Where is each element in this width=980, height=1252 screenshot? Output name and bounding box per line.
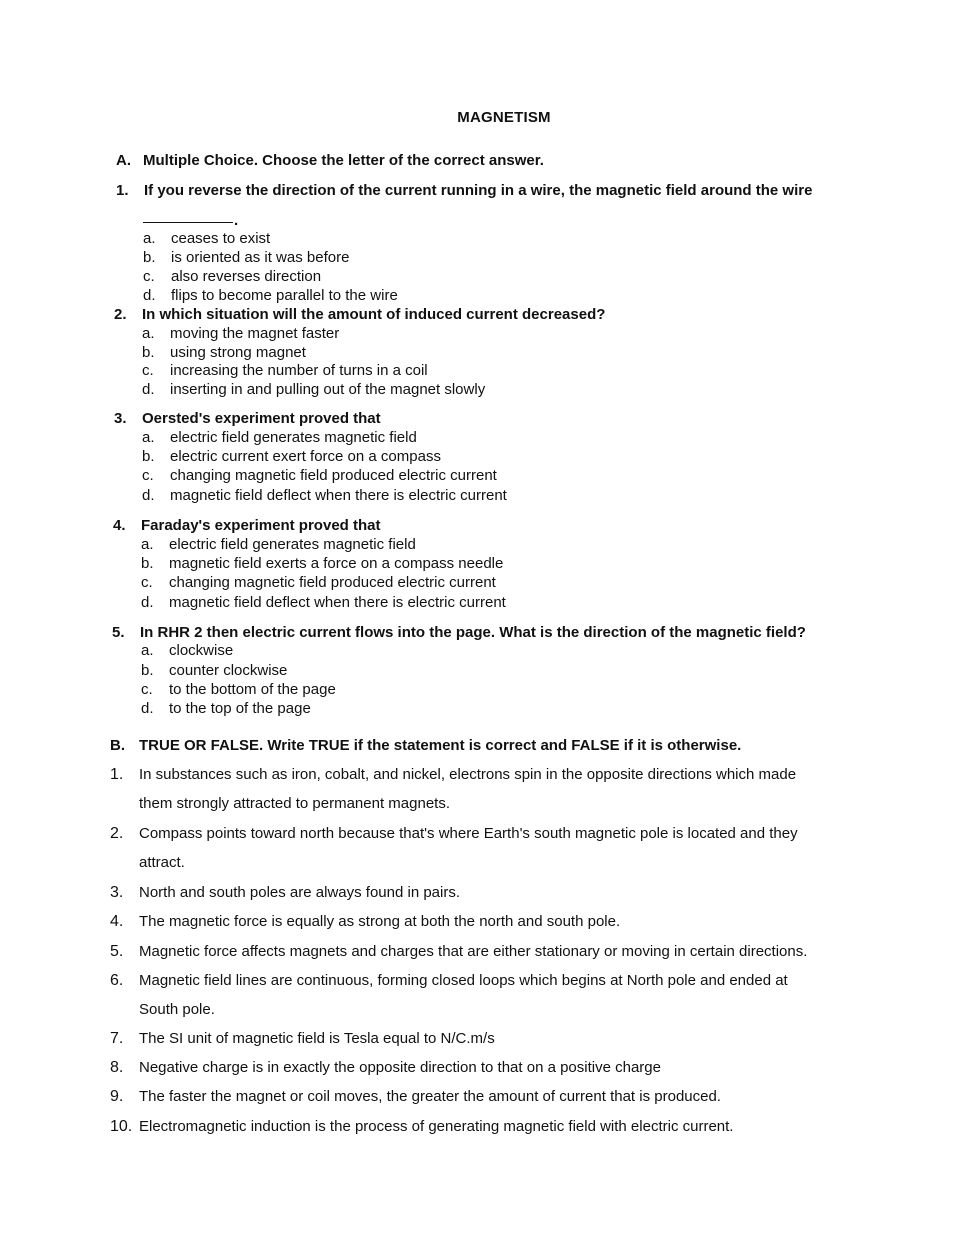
option-letter: c. bbox=[141, 681, 153, 698]
option-a bbox=[142, 429, 417, 446]
option-text: counter clockwise bbox=[169, 662, 288, 679]
tf-item-8 bbox=[110, 1059, 661, 1077]
option-c bbox=[142, 467, 497, 484]
option-letter: d. bbox=[142, 381, 155, 398]
option-d bbox=[142, 381, 485, 398]
tf-item-number: 6. bbox=[110, 972, 124, 989]
tf-item-text: Electromagnetic induction is the process of generating magnetic field with electric current. bbox=[139, 1118, 734, 1135]
option-d bbox=[143, 287, 398, 304]
option-text: flips to become parallel to the wire bbox=[171, 287, 398, 304]
section-b-letter: B. bbox=[110, 737, 125, 754]
option-text: ceases to exist bbox=[171, 230, 271, 247]
option-letter: c. bbox=[142, 362, 154, 379]
option-c bbox=[142, 362, 428, 379]
option-c bbox=[141, 681, 336, 698]
tf-item-text-continued: South pole. bbox=[139, 1001, 215, 1018]
tf-item-text: The SI unit of magnetic field is Tesla equal to N/C.m/s bbox=[139, 1030, 495, 1047]
option-b bbox=[141, 662, 287, 679]
tf-item-number: 5. bbox=[110, 943, 124, 960]
tf-item-number: 8. bbox=[110, 1059, 124, 1076]
tf-item-10 bbox=[110, 1118, 733, 1136]
option-d bbox=[141, 594, 506, 611]
option-letter: c. bbox=[142, 467, 154, 484]
tf-item-text-continued: attract. bbox=[139, 854, 185, 871]
option-text: electric field generates magnetic field bbox=[169, 536, 416, 553]
question-number: 2. bbox=[114, 306, 127, 323]
option-text: electric current exert force on a compass bbox=[170, 448, 441, 465]
option-c bbox=[141, 574, 496, 591]
tf-item-text: Compass points toward north because that's where Earth's south magnetic pole is located and they bbox=[139, 825, 798, 842]
tf-item-number: 10. bbox=[110, 1118, 133, 1135]
option-letter: b. bbox=[141, 555, 154, 572]
option-b bbox=[142, 344, 306, 361]
option-text: is oriented as it was before bbox=[171, 249, 350, 266]
tf-item-2 bbox=[110, 825, 798, 871]
section-a-instructions: Multiple Choice. Choose the letter of the correct answer. bbox=[143, 152, 544, 169]
option-a bbox=[141, 536, 416, 553]
question-text: In RHR 2 then electric current flows into the page. What is the direction of the magnetic field? bbox=[140, 624, 806, 641]
tf-item-text: North and south poles are always found in pairs. bbox=[139, 884, 461, 901]
option-d bbox=[142, 487, 507, 504]
option-a bbox=[142, 325, 339, 342]
option-text: clockwise bbox=[169, 642, 234, 659]
question-text: If you reverse the direction of the current running in a wire, the magnetic field around the wire bbox=[144, 182, 813, 199]
tf-item-number: 7. bbox=[110, 1030, 124, 1047]
option-letter: a. bbox=[141, 536, 154, 553]
tf-item-text: Magnetic field lines are continuous, forming closed loops which begins at North pole and ended at bbox=[139, 972, 788, 989]
option-letter: d. bbox=[142, 487, 155, 504]
option-text: using strong magnet bbox=[170, 344, 306, 361]
option-letter: b. bbox=[141, 662, 154, 679]
option-letter: a. bbox=[142, 325, 155, 342]
section-b-instructions: TRUE OR FALSE. Write TRUE if the statement is correct and FALSE if it is otherwise. bbox=[139, 737, 742, 754]
question-text: Faraday's experiment proved that bbox=[141, 517, 381, 534]
tf-item-1 bbox=[110, 766, 797, 812]
question-number: 5. bbox=[112, 624, 125, 641]
option-text: magnetic field deflect when there is electric current bbox=[170, 487, 507, 504]
option-text: increasing the number of turns in a coil bbox=[170, 362, 428, 379]
question-text: Oersted's experiment proved that bbox=[142, 410, 381, 427]
option-d bbox=[141, 700, 311, 717]
option-a bbox=[141, 642, 233, 659]
tf-item-text: The faster the magnet or coil moves, the greater the amount of current that is produced. bbox=[139, 1088, 721, 1105]
option-text: moving the magnet faster bbox=[170, 325, 340, 342]
question-4 bbox=[113, 517, 380, 534]
answer-blank bbox=[143, 210, 233, 223]
tf-item-4 bbox=[110, 913, 620, 931]
tf-item-text: Negative charge is in exactly the opposite direction to that on a positive charge bbox=[139, 1059, 661, 1076]
tf-item-number: 1. bbox=[110, 766, 124, 783]
option-letter: a. bbox=[141, 642, 154, 659]
option-letter: d. bbox=[141, 700, 154, 717]
tf-item-text: In substances such as iron, cobalt, and nickel, electrons spin in the opposite directions which made bbox=[139, 766, 797, 783]
option-letter: c. bbox=[141, 574, 153, 591]
option-text: to the top of the page bbox=[169, 700, 311, 717]
section-a-letter: A. bbox=[116, 152, 131, 169]
section-b-heading bbox=[110, 737, 741, 754]
option-b bbox=[142, 448, 441, 465]
option-letter: d. bbox=[141, 594, 154, 611]
option-text: changing magnetic field produced electric current bbox=[169, 574, 496, 591]
blank-period: . bbox=[234, 212, 239, 229]
option-letter: d. bbox=[143, 287, 156, 304]
tf-item-9 bbox=[110, 1088, 721, 1106]
option-b bbox=[143, 249, 349, 266]
question-number: 4. bbox=[113, 517, 126, 534]
tf-item-7 bbox=[110, 1030, 495, 1048]
question-5 bbox=[112, 624, 806, 641]
tf-item-number: 9. bbox=[110, 1088, 124, 1105]
tf-item-number: 3. bbox=[110, 884, 124, 901]
option-text: changing magnetic field produced electric current bbox=[170, 467, 497, 484]
question-number: 3. bbox=[114, 410, 127, 427]
tf-item-6 bbox=[110, 972, 788, 1018]
option-text: also reverses direction bbox=[171, 268, 322, 285]
option-letter: a. bbox=[143, 230, 156, 247]
option-letter: b. bbox=[142, 344, 155, 361]
tf-item-number: 2. bbox=[110, 825, 124, 842]
tf-item-number: 4. bbox=[110, 913, 124, 930]
question-2 bbox=[114, 306, 605, 323]
option-letter: b. bbox=[143, 249, 156, 266]
tf-item-text-continued: them strongly attracted to permanent magnets. bbox=[139, 795, 450, 812]
option-text: electric field generates magnetic field bbox=[170, 429, 417, 446]
question-text: In which situation will the amount of induced current decreased? bbox=[142, 306, 606, 323]
question-1 bbox=[116, 182, 812, 199]
option-letter: b. bbox=[142, 448, 155, 465]
question-number: 1. bbox=[116, 182, 129, 199]
option-text: magnetic field deflect when there is electric current bbox=[169, 594, 506, 611]
option-text: inserting in and pulling out of the magnet slowly bbox=[170, 381, 486, 398]
tf-item-text: Magnetic force affects magnets and charges that are either stationary or moving in certain directions. bbox=[139, 943, 808, 960]
option-letter: c. bbox=[143, 268, 155, 285]
option-text: to the bottom of the page bbox=[169, 681, 336, 698]
question-3 bbox=[114, 410, 381, 427]
tf-item-text: The magnetic force is equally as strong at both the north and south pole. bbox=[139, 913, 621, 930]
section-a-heading bbox=[116, 152, 544, 169]
option-a bbox=[143, 230, 270, 247]
option-b bbox=[141, 555, 503, 572]
option-letter: a. bbox=[142, 429, 155, 446]
tf-item-3 bbox=[110, 884, 460, 902]
option-text: magnetic field exerts a force on a compass needle bbox=[169, 555, 504, 572]
page-title: MAGNETISM bbox=[457, 109, 551, 126]
option-c bbox=[143, 268, 321, 285]
tf-item-5 bbox=[110, 943, 807, 961]
